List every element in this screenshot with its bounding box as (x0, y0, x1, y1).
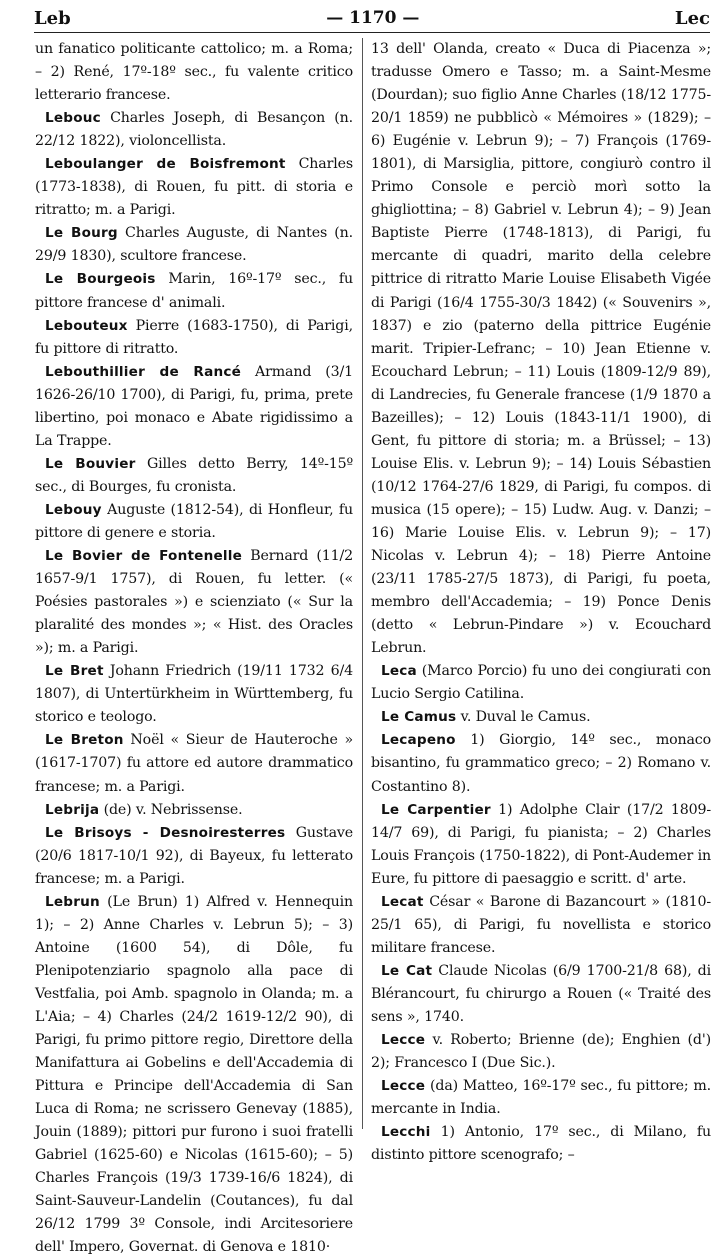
entry-headword: Lecce (381, 1032, 426, 1049)
entry-headword: Lebrun (45, 893, 100, 910)
entry-headword: Lecapeno (381, 732, 456, 749)
entry-headword: Le Brisoys - Desnoiresterres (45, 824, 286, 841)
entry-text: Johann Friedrich (19/11 1732 6/4 1807), di Untertürkheim in Württemberg, fu storico e teologo. (35, 663, 353, 726)
entry-text: Charles Joseph, di Besançon (n. 22/12 1822), violoncellista. (35, 110, 353, 150)
dictionary-entry (371, 660, 711, 706)
entry-text: Charles Auguste, di Nantes (n. 29/9 1830), scultore francese. (35, 225, 354, 265)
entry-text: (da) Matteo, 16º-17º sec., fu pittore; m. mercante in India. (371, 1078, 711, 1118)
dictionary-entry (371, 706, 711, 729)
entry-headword: Le Bouvier (45, 455, 136, 472)
dictionary-entry (35, 891, 353, 1259)
entry-text: Pierre (1683-1750), di Parigi, fu pittore di ritratto. (35, 317, 353, 357)
dictionary-entry (371, 729, 711, 798)
entry-text: 1) Adolphe Clair (17/2 1809-14/7 69), di Parigi, fu pianista; – 2) Charles Louis François (1750-1822), di Pont-Audemer in Eure, fu pittore di paesaggio e scritt. d' arte. (371, 801, 712, 887)
running-head-right: Lec (674, 7, 710, 29)
dictionary-entry (35, 545, 353, 660)
entry-text: Gustave (20/6 1817-10/1 92), di Bayeux, fu letterato francese; m. a Parigi. (35, 824, 353, 887)
entry-headword: Le Bourg (45, 225, 118, 242)
entry-headword: Le Bovier de Fontenelle (45, 548, 243, 565)
entry-headword: Le Bret (45, 663, 104, 680)
dictionary-entry (35, 153, 353, 222)
entry-text: César « Barone di Bazancourt » (1810-25/1 65), di Parigi, fu novellista e storico militare francese. (371, 893, 711, 956)
entry-text: un fanatico politicante cattolico; m. a Roma; – 2) René, 17º-18º sec., fu valente critico letterario francese. (35, 41, 353, 104)
dictionary-entry (35, 660, 353, 729)
entry-text: Charles (1773-1838), di Rouen, fu pitt. di storia e ritratto; m. a Parigi. (35, 156, 353, 219)
entry-headword: Le Camus (381, 709, 457, 726)
entry-headword: Lebouy (45, 501, 102, 518)
entry-text: (Le Brun) 1) Alfred v. Hennequin 1); – 2) Anne Charles v. Lebrun 5); – 3) Antoine (1600 54), di Dôle, fu Plenipotenziario spagnolo alla pace di Vestfalia, poi Amb. spagnolo in Olanda; m. a L'Aia; – 4) Charles (24/2 1619-12/2 90), di Parigi, fu primo pittore regio, Direttore della Manifattura ai Gobelins e dell'Accademia di Pittura e Principe dell'Accademia di San Luca di Roma; ne scrissero Genevay (1885), Jouin (1889); pittori pur furono i suoi fratelli Gabriel (1625-60) e Nicolas (1615-60); – 5) Charles François (19/3 1739-16/6 1824), di Saint-Sauveur-Landelin (Coutances), fu dal 26/12 1799 3º Console, indi Arcitesoriere dell' Impero, Governat. di Genova e 1810· (35, 893, 353, 1256)
entry-text: v. Duval le Camus. (456, 709, 591, 726)
entry-headword: Lecat (381, 893, 424, 910)
entry-text: 1) Antonio, 17º sec., di Milano, fu distinto pittore scenografo; – (371, 1124, 711, 1164)
entry-headword: Lebouthillier de Rancé (45, 363, 242, 380)
dictionary-entry (35, 499, 353, 545)
entry-headword: Leboulanger de Boisfremont (45, 156, 286, 173)
entry-text: Gilles detto Berry, 14º-15º sec., di Bourges, fu cronista. (35, 455, 354, 495)
entry-text: (Marco Porcio) fu uno dei congiurati con Lucio Sergio Catilina. (371, 663, 711, 703)
entry-headword: Le Breton (45, 732, 124, 749)
dictionary-entry (35, 222, 353, 268)
page-header (34, 4, 710, 33)
entry-headword: Lecce (381, 1078, 426, 1095)
entry-headword: Le Carpentier (381, 801, 491, 818)
dictionary-entry (35, 729, 353, 798)
dictionary-entry (371, 1029, 711, 1075)
dictionary-entry (371, 960, 711, 1029)
entry-headword: Lecchi (381, 1124, 431, 1141)
right-column (371, 38, 712, 1164)
entry-headword: Lebouteux (45, 317, 128, 334)
dictionary-entry (35, 315, 353, 361)
running-head-left: Leb (34, 7, 71, 29)
entry-text: Auguste (1812-54), di Honfleur, fu pittore di genere e storia. (35, 501, 353, 541)
left-column (35, 38, 354, 1256)
dictionary-entry (35, 822, 353, 891)
entry-headword: Lebouc (45, 110, 101, 127)
dictionary-entry (35, 107, 353, 153)
entry-text: Bernard (11/2 1657-9/1 1757), di Rouen, fu letter. (« Poésies pastorales ») e scienziato (« Sur la plaralité des mondes »; « Hist. des Oracles »); m. a Parigi. (35, 548, 353, 657)
entry-headword: Leca (381, 663, 417, 680)
page-number: — 1170 — (326, 8, 420, 28)
dictionary-entry (35, 361, 353, 453)
dictionary-entry (371, 891, 711, 960)
entry-headword: Lebrija (45, 801, 100, 818)
dictionary-entry (371, 1075, 711, 1121)
entry-text: 13 dell' Olanda, creato « Duca di Piacenza »; tradusse Omero e Tasso; m. a Saint-Mesme (Dourdan); suo figlio Anne Charles (18/12 1775-20/1 1859) ne pubblicò « Mémoires » (1829); – 6) Eugénie v. Lebrun 9); – 7) François (1769-1801), di Marsiglia, pittore, congiurò contro il Primo Console e perciò morì sotto la ghigliottina; – 8) Gabriel v. Lebrun 4); – 9) Jean Baptiste Pierre (1748-1813), di Parigi, fu mercante di quadri, marito della celebre pittrice di ritratto Marie Louise Elisabeth Vigée di Parigi (16/4 1755-30/3 1842) (« Souvenirs », 1837) e zio (paterno della pittrice Eugénie marit. Tripier-Lefranc; – 10) Jean Etienne v. Ecouchard Lebrun; – 11) Louis (1809-12/9 89), di Landrecies, fu Generale francese (1/9 1870 a Bazeilles); – 12) Louis (1843-11/1 1900), di Gent, fu pittore di storia; m. a Brüssel; – 13) Louise Elis. v. Lebrun 9); – 14) Louis Sébastien (10/12 1764-27/6 1829, di Parigi, fu compos. di musica (15 opere); – 15) Ludw. Aug. v. Danzi; – 16) Marie Louise Elis. v. Lebrun 9); – 17) Nicolas v. Lebrun 4); – 18) Pierre Antoine (23/11 1785-27/5 1873), di Parigi, fu poeta, membro dell'Accademia; – 19) Ponce Denis (detto « Lebrun-Pindare ») v. Ecouchard Lebrun. (371, 41, 711, 657)
dictionary-entry (371, 38, 711, 660)
entry-headword: Le Cat (381, 962, 433, 979)
column-divider (362, 38, 363, 1129)
entry-text: v. Roberto; Brienne (de); Enghien (d') 2); Francesco I (Due Sic.). (371, 1032, 711, 1072)
entry-text: (de) v. Nebrissense. (99, 801, 243, 818)
entry-text: Marin, 16º-17º sec., fu pittore francese d' animali. (35, 271, 353, 311)
entry-text: 1) Giorgio, 14º sec., monaco bisantino, fu grammatico greco; – 2) Romano v. Costantino 8). (371, 732, 711, 795)
dictionary-entry (371, 1121, 711, 1167)
dictionary-entry (35, 38, 353, 107)
dictionary-entry (371, 799, 711, 891)
entry-text: Claude Nicolas (6/9 1700-21/8 68), di Blérancourt, fu chirurgo a Rouen (« Traité des sens », 1740. (371, 962, 711, 1025)
dictionary-entry (35, 799, 353, 822)
entry-text: Noël « Sieur de Hauteroche » (1617-1707) fu attore ed autore drammatico francese; m. a Parigi. (35, 732, 353, 795)
dictionary-entry (35, 453, 353, 499)
dictionary-entry (35, 268, 353, 314)
entry-headword: Le Bourgeois (45, 271, 156, 288)
entry-text: Armand (3/1 1626-26/10 1700), di Parigi, fu, prima, prete libertino, poi monaco e Abate rigidissimo a La Trappe. (35, 363, 353, 449)
